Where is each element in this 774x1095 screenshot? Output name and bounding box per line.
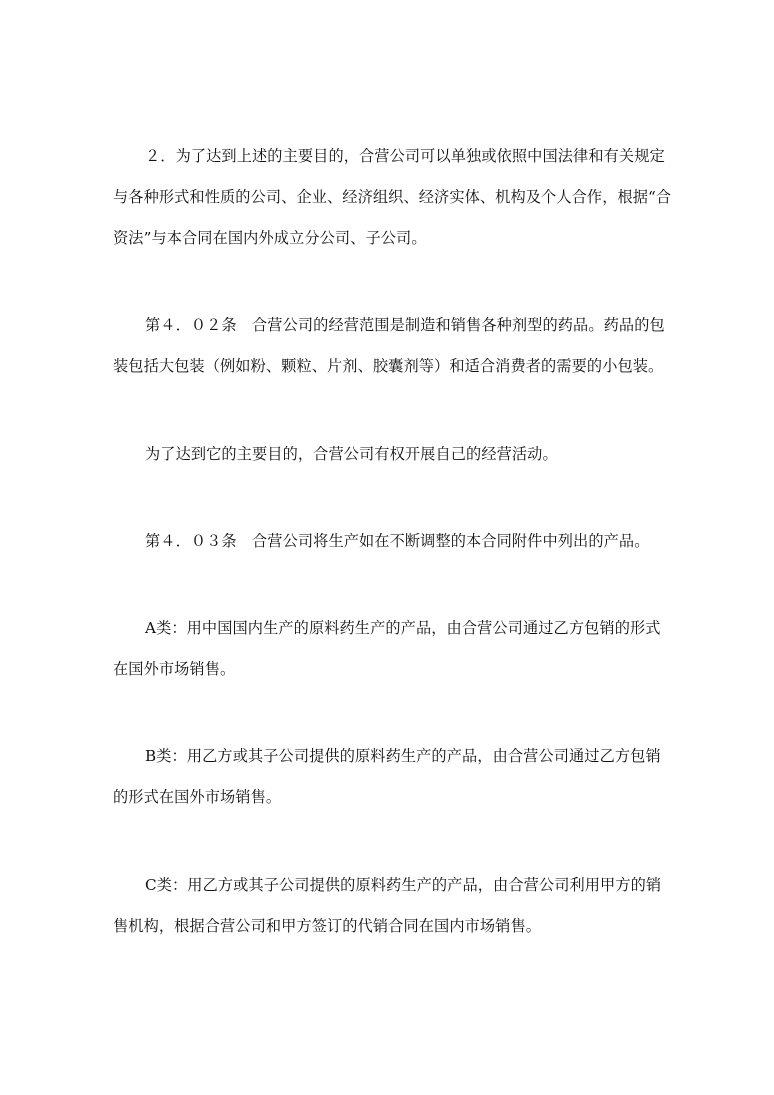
text-line: ２．为了达到上述的主要目的，合营公司可以单独或依照中国法律和有关规定 bbox=[145, 147, 665, 165]
paragraph-category-a bbox=[113, 608, 661, 690]
paragraph-category-c bbox=[113, 865, 661, 947]
text-line: B类：用乙方或其子公司提供的原料药生产的产品，由合营公司通过乙方包销 bbox=[145, 747, 661, 765]
paragraph-article-4-02 bbox=[113, 305, 665, 387]
text-line: 第４．０２条 合营公司的经营范围是制造和销售各种剂型的药品。药品的包 bbox=[145, 316, 665, 334]
text-line: 为了达到它的主要目的，合营公司有权开展自己的经营活动。 bbox=[145, 445, 558, 463]
text-line: 第４．０３条 合营公司将生产如在不断调整的本合同附件中列出的产品。 bbox=[145, 532, 650, 550]
paragraph-article-4-03 bbox=[113, 521, 661, 562]
text-line: 与各种形式和性质的公司、企业、经济组织、经济实体、机构及个人合作，根据“合 bbox=[113, 188, 672, 206]
paragraph-category-b bbox=[113, 736, 661, 818]
text-line: 售机构，根据合营公司和甲方签订的代销合同在国内市场销售。 bbox=[113, 917, 542, 935]
text-line: C类：用乙方或其子公司提供的原料药生产的产品，由合营公司利用甲方的销 bbox=[145, 876, 662, 894]
text-line: 在国外市场销售。 bbox=[113, 660, 236, 678]
text-line: 装包括大包装（例如粉、颗粒、片剂、胶囊剂等）和适合消费者的需要的小包装。 bbox=[113, 357, 664, 375]
text-line: 的形式在国外市场销售。 bbox=[113, 788, 282, 806]
text-line: 资法”与本合同在国内外成立分公司、子公司。 bbox=[113, 229, 427, 247]
text-line: A类：用中国国内生产的原料药生产的产品，由合营公司通过乙方包销的形式 bbox=[145, 619, 661, 637]
paragraph-business-activities bbox=[113, 434, 661, 475]
paragraph-joint-venture-cooperation bbox=[113, 136, 672, 259]
